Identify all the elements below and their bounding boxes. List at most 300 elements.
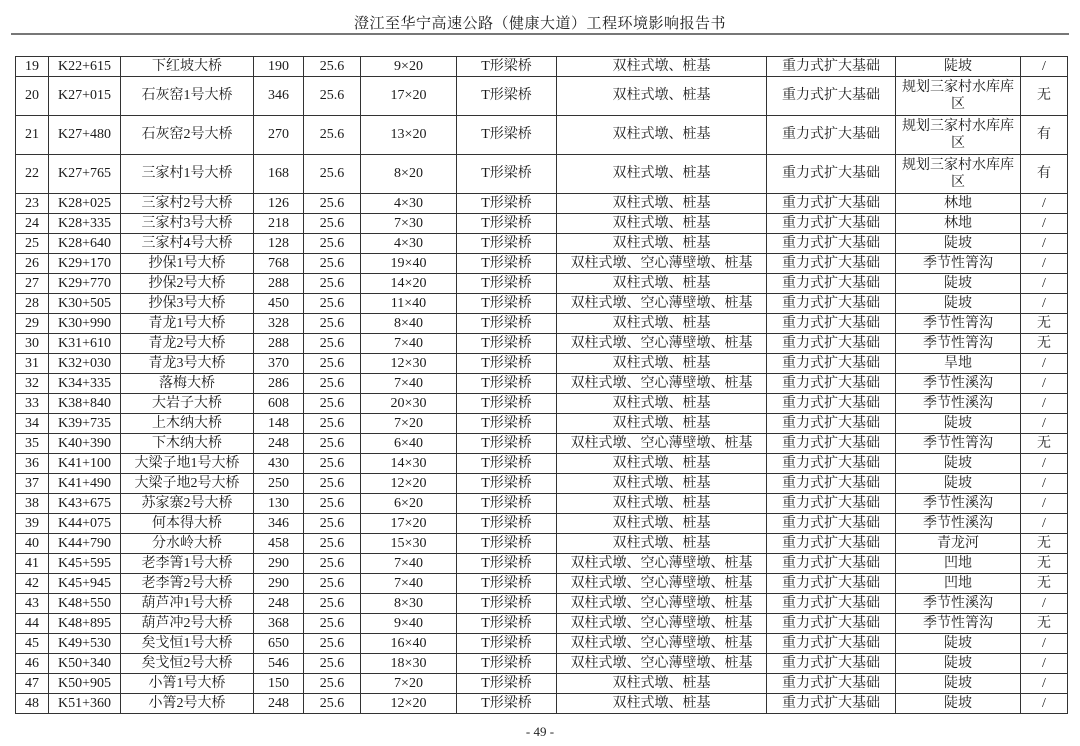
cell-name: 小箐1号大桥: [121, 674, 254, 694]
cell-terrain: 季节性箐沟: [896, 334, 1021, 354]
cell-length: 290: [254, 574, 304, 594]
cell-no: 36: [16, 454, 49, 474]
cell-type: T形梁桥: [457, 77, 557, 116]
cell-width: 25.6: [304, 394, 361, 414]
cell-abutment: 重力式扩大基础: [767, 574, 896, 594]
cell-terrain: 陡坡: [896, 294, 1021, 314]
cell-water: /: [1021, 634, 1068, 654]
cell-span: 18×30: [361, 654, 457, 674]
cell-length: 458: [254, 534, 304, 554]
cell-span: 6×40: [361, 434, 457, 454]
cell-station: K27+765: [49, 155, 121, 194]
cell-name: 下红坡大桥: [121, 57, 254, 77]
cell-station: K48+895: [49, 614, 121, 634]
table-row: [16, 434, 1068, 454]
cell-name: 下木纳大桥: [121, 434, 254, 454]
cell-width: 25.6: [304, 354, 361, 374]
cell-name: 上木纳大桥: [121, 414, 254, 434]
cell-abutment: 重力式扩大基础: [767, 254, 896, 274]
cell-water: /: [1021, 234, 1068, 254]
cell-width: 25.6: [304, 234, 361, 254]
table-row: [16, 254, 1068, 274]
cell-water: /: [1021, 654, 1068, 674]
cell-name: 石灰窑1号大桥: [121, 77, 254, 116]
cell-span: 19×40: [361, 254, 457, 274]
cell-width: 25.6: [304, 214, 361, 234]
cell-length: 430: [254, 454, 304, 474]
cell-pier: 双柱式墩、桩基: [557, 314, 767, 334]
cell-span: 15×30: [361, 534, 457, 554]
cell-no: 34: [16, 414, 49, 434]
page-number: - 49 -: [525, 724, 555, 739]
cell-terrain: 陡坡: [896, 674, 1021, 694]
cell-name: 抄保3号大桥: [121, 294, 254, 314]
cell-abutment: 重力式扩大基础: [767, 194, 896, 214]
cell-pier: 双柱式墩、桩基: [557, 354, 767, 374]
cell-span: 8×40: [361, 314, 457, 334]
cell-type: T形梁桥: [457, 354, 557, 374]
cell-water: 无: [1021, 77, 1068, 116]
cell-station: K40+390: [49, 434, 121, 454]
cell-terrain: 陡坡: [896, 274, 1021, 294]
table-row: [16, 454, 1068, 474]
cell-no: 22: [16, 155, 49, 194]
cell-type: T形梁桥: [457, 454, 557, 474]
cell-terrain: 旱地: [896, 354, 1021, 374]
cell-length: 650: [254, 634, 304, 654]
cell-abutment: 重力式扩大基础: [767, 374, 896, 394]
cell-no: 46: [16, 654, 49, 674]
table-row: [16, 155, 1068, 194]
cell-no: 26: [16, 254, 49, 274]
cell-abutment: 重力式扩大基础: [767, 694, 896, 714]
cell-terrain: 陡坡: [896, 474, 1021, 494]
table-row: [16, 116, 1068, 155]
table-row: [16, 594, 1068, 614]
cell-span: 4×30: [361, 234, 457, 254]
cell-terrain: 季节性溪沟: [896, 394, 1021, 414]
cell-water: 无: [1021, 434, 1068, 454]
cell-pier: 双柱式墩、空心薄壁墩、桩基: [557, 614, 767, 634]
cell-name: 青龙1号大桥: [121, 314, 254, 334]
cell-no: 19: [16, 57, 49, 77]
cell-terrain: 季节性箐沟: [896, 314, 1021, 334]
cell-width: 25.6: [304, 334, 361, 354]
cell-no: 20: [16, 77, 49, 116]
cell-width: 25.6: [304, 534, 361, 554]
cell-terrain: 陡坡: [896, 694, 1021, 714]
table-row: [16, 234, 1068, 254]
cell-no: 24: [16, 214, 49, 234]
cell-abutment: 重力式扩大基础: [767, 294, 896, 314]
cell-name: 大梁子地2号大桥: [121, 474, 254, 494]
cell-terrain: 凹地: [896, 574, 1021, 594]
cell-width: 25.6: [304, 634, 361, 654]
cell-station: K44+075: [49, 514, 121, 534]
cell-length: 248: [254, 594, 304, 614]
table-row: [16, 77, 1068, 116]
cell-station: K43+675: [49, 494, 121, 514]
cell-width: 25.6: [304, 77, 361, 116]
cell-type: T形梁桥: [457, 574, 557, 594]
cell-terrain: 林地: [896, 194, 1021, 214]
cell-width: 25.6: [304, 116, 361, 155]
cell-water: /: [1021, 294, 1068, 314]
cell-length: 370: [254, 354, 304, 374]
table-row: [16, 214, 1068, 234]
cell-terrain: 凹地: [896, 554, 1021, 574]
cell-width: 25.6: [304, 274, 361, 294]
cell-abutment: 重力式扩大基础: [767, 314, 896, 334]
cell-name: 矣戈恒1号大桥: [121, 634, 254, 654]
cell-pier: 双柱式墩、空心薄壁墩、桩基: [557, 634, 767, 654]
cell-type: T形梁桥: [457, 394, 557, 414]
cell-type: T形梁桥: [457, 694, 557, 714]
cell-type: T形梁桥: [457, 414, 557, 434]
cell-water: /: [1021, 394, 1068, 414]
cell-station: K32+030: [49, 354, 121, 374]
table-row: [16, 394, 1068, 414]
cell-width: 25.6: [304, 574, 361, 594]
cell-length: 218: [254, 214, 304, 234]
cell-terrain: 林地: [896, 214, 1021, 234]
cell-span: 16×40: [361, 634, 457, 654]
header-divider: [11, 33, 1069, 35]
cell-name: 老李箐1号大桥: [121, 554, 254, 574]
cell-terrain: 季节性溪沟: [896, 374, 1021, 394]
cell-pier: 双柱式墩、桩基: [557, 57, 767, 77]
cell-length: 290: [254, 554, 304, 574]
cell-span: 20×30: [361, 394, 457, 414]
cell-width: 25.6: [304, 454, 361, 474]
cell-water: /: [1021, 694, 1068, 714]
cell-abutment: 重力式扩大基础: [767, 334, 896, 354]
cell-span: 7×30: [361, 214, 457, 234]
table-row: [16, 314, 1068, 334]
cell-water: /: [1021, 274, 1068, 294]
cell-water: 无: [1021, 574, 1068, 594]
cell-width: 25.6: [304, 614, 361, 634]
cell-type: T形梁桥: [457, 374, 557, 394]
cell-terrain: 规划三家村水库库区: [896, 77, 1021, 116]
cell-length: 150: [254, 674, 304, 694]
table-row: [16, 494, 1068, 514]
cell-terrain: 季节性溪沟: [896, 594, 1021, 614]
cell-length: 328: [254, 314, 304, 334]
cell-type: T形梁桥: [457, 116, 557, 155]
cell-station: K27+480: [49, 116, 121, 155]
cell-no: 37: [16, 474, 49, 494]
cell-abutment: 重力式扩大基础: [767, 654, 896, 674]
report-title: 澄江至华宁高速公路（健康大道）工程环境影响报告书: [353, 16, 726, 32]
cell-width: 25.6: [304, 434, 361, 454]
cell-water: /: [1021, 214, 1068, 234]
cell-terrain: 陡坡: [896, 654, 1021, 674]
cell-width: 25.6: [304, 674, 361, 694]
cell-abutment: 重力式扩大基础: [767, 354, 896, 374]
cell-water: /: [1021, 474, 1068, 494]
cell-station: K45+945: [49, 574, 121, 594]
cell-length: 148: [254, 414, 304, 434]
cell-terrain: 陡坡: [896, 634, 1021, 654]
cell-no: 44: [16, 614, 49, 634]
cell-name: 老李箐2号大桥: [121, 574, 254, 594]
cell-no: 47: [16, 674, 49, 694]
cell-type: T形梁桥: [457, 274, 557, 294]
cell-pier: 双柱式墩、桩基: [557, 674, 767, 694]
cell-length: 768: [254, 254, 304, 274]
cell-station: K45+595: [49, 554, 121, 574]
cell-station: K28+335: [49, 214, 121, 234]
cell-length: 168: [254, 155, 304, 194]
cell-name: 落梅大桥: [121, 374, 254, 394]
cell-pier: 双柱式墩、桩基: [557, 155, 767, 194]
cell-water: /: [1021, 674, 1068, 694]
cell-type: T形梁桥: [457, 614, 557, 634]
table-row: [16, 57, 1068, 77]
cell-station: K28+640: [49, 234, 121, 254]
cell-pier: 双柱式墩、桩基: [557, 414, 767, 434]
cell-water: /: [1021, 494, 1068, 514]
cell-terrain: 规划三家村水库库区: [896, 155, 1021, 194]
cell-type: T形梁桥: [457, 474, 557, 494]
cell-length: 288: [254, 334, 304, 354]
cell-span: 14×20: [361, 274, 457, 294]
cell-width: 25.6: [304, 414, 361, 434]
cell-station: K28+025: [49, 194, 121, 214]
cell-terrain: 季节性箐沟: [896, 434, 1021, 454]
cell-span: 8×30: [361, 594, 457, 614]
cell-no: 23: [16, 194, 49, 214]
cell-water: 无: [1021, 614, 1068, 634]
cell-abutment: 重力式扩大基础: [767, 594, 896, 614]
bridge-table: [15, 56, 1068, 714]
cell-station: K29+170: [49, 254, 121, 274]
cell-span: 11×40: [361, 294, 457, 314]
cell-pier: 双柱式墩、空心薄壁墩、桩基: [557, 654, 767, 674]
cell-station: K30+990: [49, 314, 121, 334]
cell-no: 30: [16, 334, 49, 354]
bridge-table-body: [16, 57, 1068, 714]
cell-pier: 双柱式墩、空心薄壁墩、桩基: [557, 574, 767, 594]
cell-station: K49+530: [49, 634, 121, 654]
cell-no: 41: [16, 554, 49, 574]
cell-water: /: [1021, 454, 1068, 474]
cell-pier: 双柱式墩、空心薄壁墩、桩基: [557, 434, 767, 454]
cell-no: 25: [16, 234, 49, 254]
cell-width: 25.6: [304, 494, 361, 514]
cell-type: T形梁桥: [457, 554, 557, 574]
cell-abutment: 重力式扩大基础: [767, 674, 896, 694]
cell-abutment: 重力式扩大基础: [767, 534, 896, 554]
cell-terrain: 季节性溪沟: [896, 494, 1021, 514]
cell-span: 9×20: [361, 57, 457, 77]
cell-type: T形梁桥: [457, 314, 557, 334]
cell-width: 25.6: [304, 374, 361, 394]
cell-no: 42: [16, 574, 49, 594]
cell-station: K34+335: [49, 374, 121, 394]
cell-station: K22+615: [49, 57, 121, 77]
cell-length: 450: [254, 294, 304, 314]
cell-abutment: 重力式扩大基础: [767, 116, 896, 155]
cell-type: T形梁桥: [457, 234, 557, 254]
cell-type: T形梁桥: [457, 634, 557, 654]
cell-width: 25.6: [304, 294, 361, 314]
cell-station: K41+100: [49, 454, 121, 474]
cell-width: 25.6: [304, 474, 361, 494]
cell-abutment: 重力式扩大基础: [767, 274, 896, 294]
cell-terrain: 青龙河: [896, 534, 1021, 554]
cell-station: K30+505: [49, 294, 121, 314]
cell-pier: 双柱式墩、空心薄壁墩、桩基: [557, 594, 767, 614]
cell-abutment: 重力式扩大基础: [767, 474, 896, 494]
cell-no: 27: [16, 274, 49, 294]
cell-width: 25.6: [304, 314, 361, 334]
cell-no: 32: [16, 374, 49, 394]
table-row: [16, 354, 1068, 374]
cell-station: K44+790: [49, 534, 121, 554]
cell-length: 608: [254, 394, 304, 414]
cell-pier: 双柱式墩、桩基: [557, 234, 767, 254]
cell-station: K27+015: [49, 77, 121, 116]
cell-pier: 双柱式墩、桩基: [557, 474, 767, 494]
cell-no: 39: [16, 514, 49, 534]
cell-length: 126: [254, 194, 304, 214]
cell-station: K50+905: [49, 674, 121, 694]
cell-abutment: 重力式扩大基础: [767, 454, 896, 474]
cell-type: T形梁桥: [457, 494, 557, 514]
cell-name: 大梁子地1号大桥: [121, 454, 254, 474]
cell-terrain: 陡坡: [896, 414, 1021, 434]
cell-name: 葫芦冲1号大桥: [121, 594, 254, 614]
table-row: [16, 614, 1068, 634]
cell-span: 7×40: [361, 554, 457, 574]
cell-water: /: [1021, 414, 1068, 434]
cell-name: 分水岭大桥: [121, 534, 254, 554]
cell-pier: 双柱式墩、桩基: [557, 77, 767, 116]
cell-name: 小箐2号大桥: [121, 694, 254, 714]
cell-abutment: 重力式扩大基础: [767, 394, 896, 414]
table-row: [16, 414, 1068, 434]
cell-no: 31: [16, 354, 49, 374]
table-row: [16, 294, 1068, 314]
cell-length: 346: [254, 514, 304, 534]
cell-length: 368: [254, 614, 304, 634]
cell-station: K41+490: [49, 474, 121, 494]
table-row: [16, 574, 1068, 594]
cell-station: K50+340: [49, 654, 121, 674]
cell-water: 有: [1021, 116, 1068, 155]
cell-type: T形梁桥: [457, 534, 557, 554]
cell-width: 25.6: [304, 194, 361, 214]
cell-name: 抄保2号大桥: [121, 274, 254, 294]
cell-type: T形梁桥: [457, 434, 557, 454]
cell-type: T形梁桥: [457, 594, 557, 614]
table-row: [16, 674, 1068, 694]
cell-span: 9×40: [361, 614, 457, 634]
cell-length: 130: [254, 494, 304, 514]
cell-pier: 双柱式墩、桩基: [557, 116, 767, 155]
cell-pier: 双柱式墩、桩基: [557, 394, 767, 414]
table-row: [16, 474, 1068, 494]
cell-width: 25.6: [304, 654, 361, 674]
cell-name: 葫芦冲2号大桥: [121, 614, 254, 634]
cell-length: 250: [254, 474, 304, 494]
cell-span: 17×20: [361, 77, 457, 116]
cell-length: 288: [254, 274, 304, 294]
cell-no: 28: [16, 294, 49, 314]
cell-name: 三家村2号大桥: [121, 194, 254, 214]
cell-span: 12×30: [361, 354, 457, 374]
cell-terrain: 规划三家村水库库区: [896, 116, 1021, 155]
cell-span: 12×20: [361, 474, 457, 494]
cell-pier: 双柱式墩、桩基: [557, 214, 767, 234]
cell-water: /: [1021, 254, 1068, 274]
cell-terrain: 陡坡: [896, 234, 1021, 254]
cell-station: K38+840: [49, 394, 121, 414]
cell-span: 7×40: [361, 374, 457, 394]
cell-name: 青龙3号大桥: [121, 354, 254, 374]
cell-pier: 双柱式墩、空心薄壁墩、桩基: [557, 254, 767, 274]
cell-length: 286: [254, 374, 304, 394]
cell-terrain: 季节性溪沟: [896, 514, 1021, 534]
cell-abutment: 重力式扩大基础: [767, 514, 896, 534]
cell-type: T形梁桥: [457, 57, 557, 77]
cell-water: 无: [1021, 534, 1068, 554]
cell-no: 48: [16, 694, 49, 714]
cell-terrain: 季节性箐沟: [896, 614, 1021, 634]
cell-pier: 双柱式墩、桩基: [557, 274, 767, 294]
cell-type: T形梁桥: [457, 254, 557, 274]
cell-type: T形梁桥: [457, 654, 557, 674]
cell-type: T形梁桥: [457, 514, 557, 534]
table-row: [16, 554, 1068, 574]
cell-type: T形梁桥: [457, 674, 557, 694]
cell-terrain: 陡坡: [896, 57, 1021, 77]
cell-water: 无: [1021, 554, 1068, 574]
cell-no: 29: [16, 314, 49, 334]
cell-name: 何本得大桥: [121, 514, 254, 534]
cell-name: 石灰窑2号大桥: [121, 116, 254, 155]
cell-span: 8×20: [361, 155, 457, 194]
cell-abutment: 重力式扩大基础: [767, 414, 896, 434]
cell-abutment: 重力式扩大基础: [767, 57, 896, 77]
table-row: [16, 654, 1068, 674]
cell-abutment: 重力式扩大基础: [767, 214, 896, 234]
cell-length: 128: [254, 234, 304, 254]
cell-water: /: [1021, 354, 1068, 374]
cell-no: 35: [16, 434, 49, 454]
cell-pier: 双柱式墩、桩基: [557, 514, 767, 534]
cell-station: K39+735: [49, 414, 121, 434]
cell-length: 248: [254, 434, 304, 454]
cell-no: 43: [16, 594, 49, 614]
cell-pier: 双柱式墩、空心薄壁墩、桩基: [557, 334, 767, 354]
cell-pier: 双柱式墩、空心薄壁墩、桩基: [557, 554, 767, 574]
cell-span: 6×20: [361, 494, 457, 514]
cell-abutment: 重力式扩大基础: [767, 155, 896, 194]
cell-pier: 双柱式墩、桩基: [557, 194, 767, 214]
table-row: [16, 334, 1068, 354]
cell-water: 有: [1021, 155, 1068, 194]
cell-span: 4×30: [361, 194, 457, 214]
cell-pier: 双柱式墩、桩基: [557, 494, 767, 514]
cell-type: T形梁桥: [457, 334, 557, 354]
cell-span: 14×30: [361, 454, 457, 474]
cell-width: 25.6: [304, 514, 361, 534]
cell-abutment: 重力式扩大基础: [767, 554, 896, 574]
cell-abutment: 重力式扩大基础: [767, 234, 896, 254]
